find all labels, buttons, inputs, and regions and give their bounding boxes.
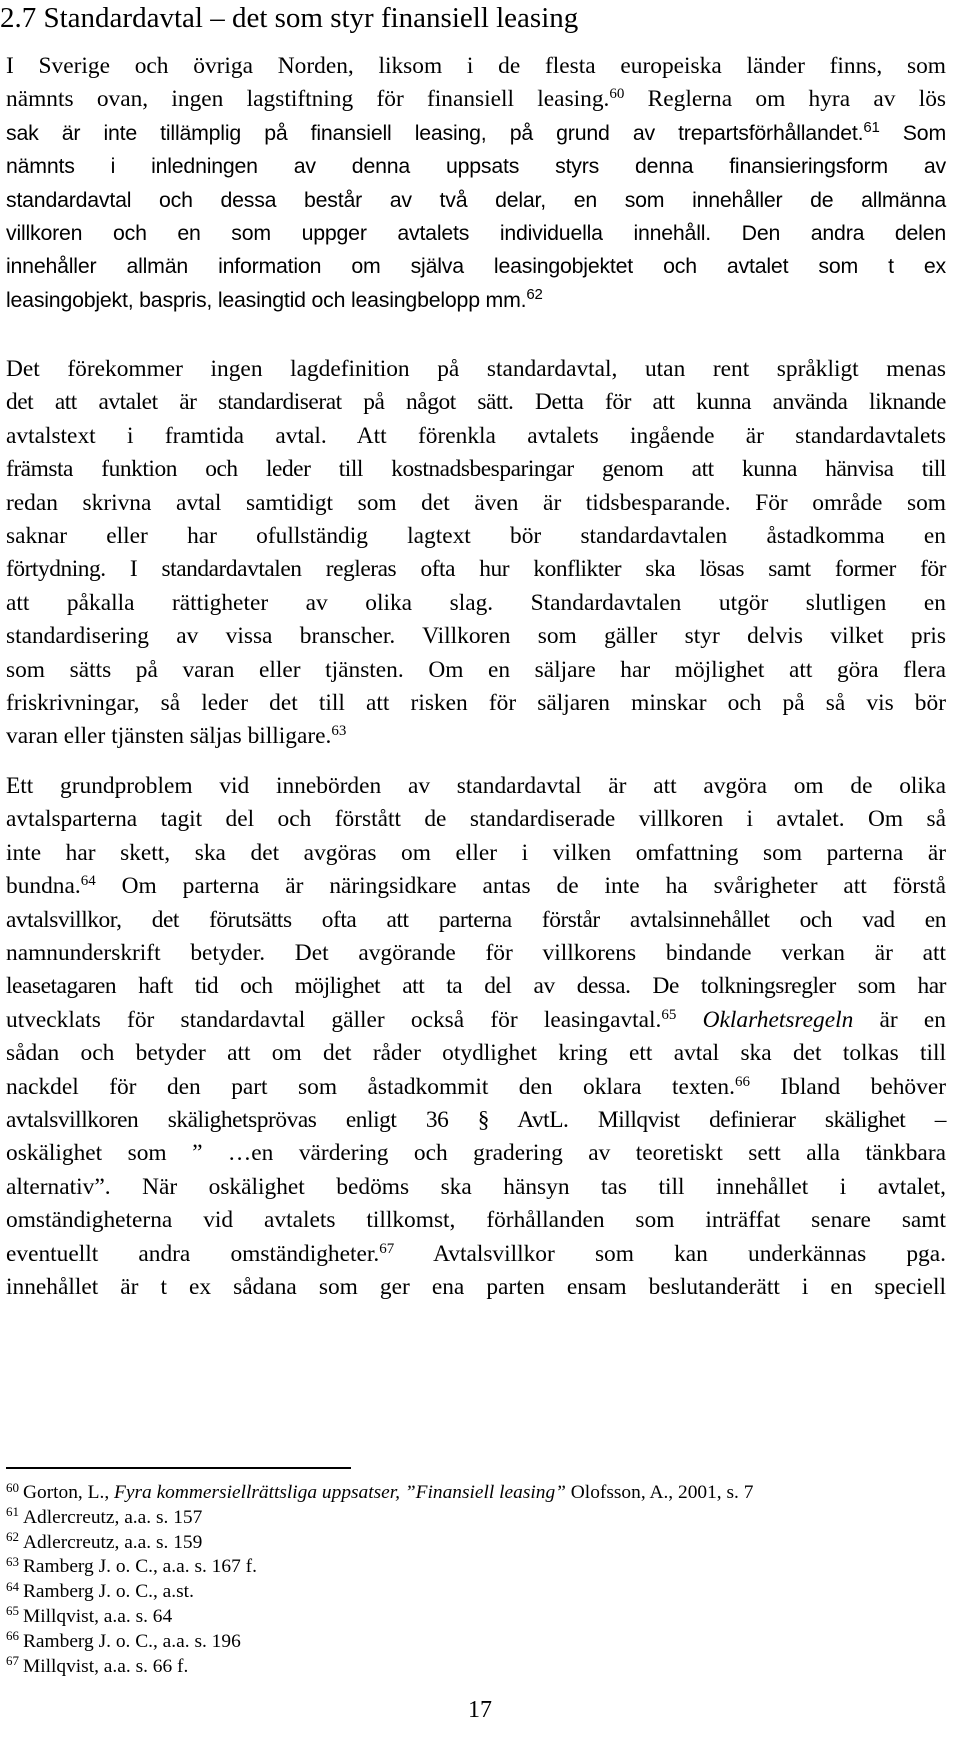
text-run: oskälighet som ” …en värdering och gradering av teoretiskt sett alla tänkbara [6, 1140, 946, 1167]
text-line [6, 1137, 946, 1170]
text-run: Om parterna är näringsidkare antas de inte ha svårigheter att förstå [95, 873, 946, 900]
text-line [6, 83, 946, 116]
text-line [6, 1004, 946, 1037]
text-line [6, 587, 946, 620]
text-line [6, 1271, 946, 1304]
text-run: friskrivningar, så leder det till att risken för säljaren minskar och på så vis bör [6, 690, 946, 717]
footnote-number: 63 [6, 1553, 19, 1569]
text-line [6, 720, 946, 753]
text-run: Ramberg J. o. C., a.st. [23, 1581, 194, 1603]
text-run: omständigheterna vid avtalets tillkomst, förhållanden som inträffat senare samt [6, 1207, 946, 1234]
text-run: leasetagaren haft tid och möjlighet att ta del av dessa. De tolkningsregler som har [6, 973, 946, 1000]
text-run [676, 1007, 702, 1033]
text-run: avtalsvillkoren skälighetsprövas enligt 36 § AvtL. Millqvist definierar skälighet – [6, 1107, 946, 1134]
text-line [6, 1037, 946, 1070]
footnote-reference: 62 [526, 285, 543, 303]
text-run: Ett grundproblem vid innebörden av standardavtal är att avgöra om de olika [6, 773, 946, 799]
text-line [6, 487, 946, 520]
text-run: villkoren och en som uppger avtalets individuella innehåll. Den andra delen [6, 221, 946, 246]
text-run: eventuellt andra omständigheter. [6, 1240, 380, 1267]
text-line [6, 970, 946, 1003]
footnote-number: 67 [6, 1653, 19, 1669]
footnote-item [6, 1506, 956, 1531]
text-line [6, 420, 946, 453]
text-run: bundna. [6, 873, 81, 900]
text-run: avtalstext i framtida avtal. Att förenkla avtalets ingående är standardavtalets [6, 422, 946, 449]
footnote-number: 64 [6, 1578, 19, 1594]
text-run: alternativ”. När oskälighet bedöms ska hänsyn tas till innehållet i avtalet, [6, 1173, 946, 1200]
text-run: förtydning. I standardavtalen regleras ofta hur konflikter ska lösas samt former för [6, 556, 946, 583]
footnote-separator [6, 1467, 351, 1469]
text-run: främsta funktion och leder till kostnadsbesparingar genom att kunna hänvisa till [6, 456, 946, 483]
page-number: 17 [468, 1697, 492, 1723]
footnote-reference: 60 [609, 86, 625, 103]
footnote-item [6, 1555, 956, 1580]
text-run: nackdel för den part som åstadkommit den oklara texten. [6, 1073, 735, 1100]
text-run: att påkalla rättigheter av olika slag. Standardavtalen utgör slutligen en [6, 589, 946, 616]
text-line [6, 553, 946, 586]
footnote-item [6, 1580, 956, 1605]
footnote-reference: 66 [734, 1073, 750, 1090]
text-run: som sätts på varan eller tjänsten. Om en säljare har möjlighet att göra flera [6, 656, 946, 683]
text-run: saknar eller har ofullständig lagtext bör standardavtalen åstadkomma en [6, 523, 946, 550]
text-run: avtalsvillkor, det förutsätts ofta att parterna förstår avtalsinnehållet och vad en [6, 906, 946, 933]
text-run: innehåller allmän information om själva leasingobjektet och avtalet som t ex [6, 254, 946, 279]
text-line [6, 1238, 946, 1271]
footnote-item [6, 1655, 956, 1680]
text-run: nämnts ovan, ingen lagstiftning för finansiell leasing. [6, 86, 610, 113]
text-line [6, 50, 946, 83]
text-run: Ramberg J. o. C., a.a. s. 196 [23, 1630, 241, 1652]
text-run: I Sverige och övriga Norden, liksom i de flesta europeiska länder finns, som [6, 53, 946, 79]
text-line [6, 520, 946, 553]
footnote-number: 66 [6, 1628, 19, 1644]
footnote-reference: 61 [863, 118, 880, 136]
footnote-reference: 64 [80, 872, 96, 889]
text-line [6, 1104, 946, 1137]
text-line [6, 904, 946, 937]
text-line [6, 217, 946, 250]
footnote-reference: 65 [661, 1006, 677, 1023]
text-line [6, 284, 946, 317]
text-line [6, 803, 946, 836]
footnotes [6, 1481, 956, 1679]
paragraph-1 [6, 50, 946, 317]
text-run: standardavtal och dessa består av två delar, en som innehåller de allmänna [6, 187, 946, 212]
text-run: namnunderskrift betyder. Det avgörande för villkorens bindande verkan är att [6, 940, 946, 967]
text-run: Ramberg J. o. C., a.a. s. 167 f. [23, 1556, 257, 1578]
text-line [6, 1171, 946, 1204]
text-run: Adlercreutz, a.a. s. 157 [23, 1506, 203, 1528]
text-line [6, 1071, 946, 1104]
text-run: Reglerna om hyra av lös [624, 86, 946, 113]
text-run: redan skrivna avtal samtidigt som det även är tidsbesparande. För område som [6, 489, 946, 516]
text-run: Det förekommer ingen lagdefinition på standardavtal, utan rent språkligt menas [6, 356, 946, 382]
text-run: Adlercreutz, a.a. s. 159 [23, 1531, 203, 1553]
paragraph-3 [6, 770, 946, 1305]
footnote-item [6, 1630, 956, 1655]
text-line [6, 453, 946, 486]
footnote-number: 62 [6, 1529, 19, 1545]
text-line [6, 870, 946, 903]
text-line [6, 687, 946, 720]
text-run: Olofsson, A., 2001, s. 7 [565, 1482, 754, 1503]
text-run: Som [879, 120, 946, 145]
text-line [6, 654, 946, 687]
text-line [6, 620, 946, 653]
footnote-number: 65 [6, 1603, 19, 1619]
text-line [6, 837, 946, 870]
text-run: avtalsparterna tagit del och förstått de standardiserade villkoren i avtalet. Om så [6, 806, 946, 833]
text-run: standardisering av vissa branscher. Villkoren som gäller styr delvis vilket pris [6, 623, 946, 650]
italic-text: Fyra kommersiellrättsliga uppsatser, ”Finansiell leasing” [114, 1482, 566, 1503]
text-line [6, 770, 946, 803]
text-run: varan eller tjänsten säljas billigare. [6, 723, 332, 750]
text-run: sådan och betyder att om det råder otydlighet kring ett avtal ska det tolkas till [6, 1040, 946, 1067]
text-run: Avtalsvillkor som kan underkännas pga. [394, 1240, 946, 1267]
footnote-number: 60 [6, 1479, 19, 1495]
text-line [6, 117, 946, 150]
footnote-reference: 63 [331, 723, 347, 740]
text-run: innehållet är t ex sådana som ger ena parten ensam beslutanderätt i en speciell [6, 1274, 946, 1301]
text-line [6, 1204, 946, 1237]
text-run: inte har skett, ska det avgöras om eller i vilken omfattning som parterna är [6, 839, 946, 866]
text-line [6, 353, 946, 386]
text-run: utvecklats för standardavtal gäller också för leasingavtal. [6, 1006, 662, 1033]
footnote-reference: 67 [379, 1240, 395, 1257]
text-run: Gorton, L., [23, 1482, 115, 1503]
footnote-item [6, 1481, 956, 1506]
text-run: är en [853, 1006, 946, 1033]
section-heading: 2.7 Standardavtal – det som styr finansiell leasing [0, 2, 579, 34]
footnote-item [6, 1605, 956, 1630]
footnote-item [6, 1531, 956, 1556]
text-run: nämnts i inledningen av denna uppsats styrs denna finansieringsform av [6, 154, 946, 179]
text-line [6, 937, 946, 970]
text-run: Millqvist, a.a. s. 66 f. [23, 1655, 189, 1677]
text-run: det att avtalet är standardiserat på något sätt. Detta för att kunna använda liknande [6, 389, 946, 416]
text-run: leasingobjekt, baspris, leasingtid och leasingbelopp mm. [6, 287, 527, 312]
text-line [6, 250, 946, 283]
paragraph-2 [6, 353, 946, 754]
text-run: sak är inte tillämplig på finansiell leasing, på grund av trepartsförhållandet. [6, 120, 864, 145]
text-run: Ibland behöver [749, 1073, 946, 1100]
italic-text: Oklarhetsregeln [702, 1006, 854, 1033]
text-line [6, 184, 946, 217]
footnote-number: 61 [6, 1504, 19, 1520]
text-line [6, 386, 946, 419]
text-run: Millqvist, a.a. s. 64 [23, 1605, 173, 1627]
text-line [6, 150, 946, 183]
